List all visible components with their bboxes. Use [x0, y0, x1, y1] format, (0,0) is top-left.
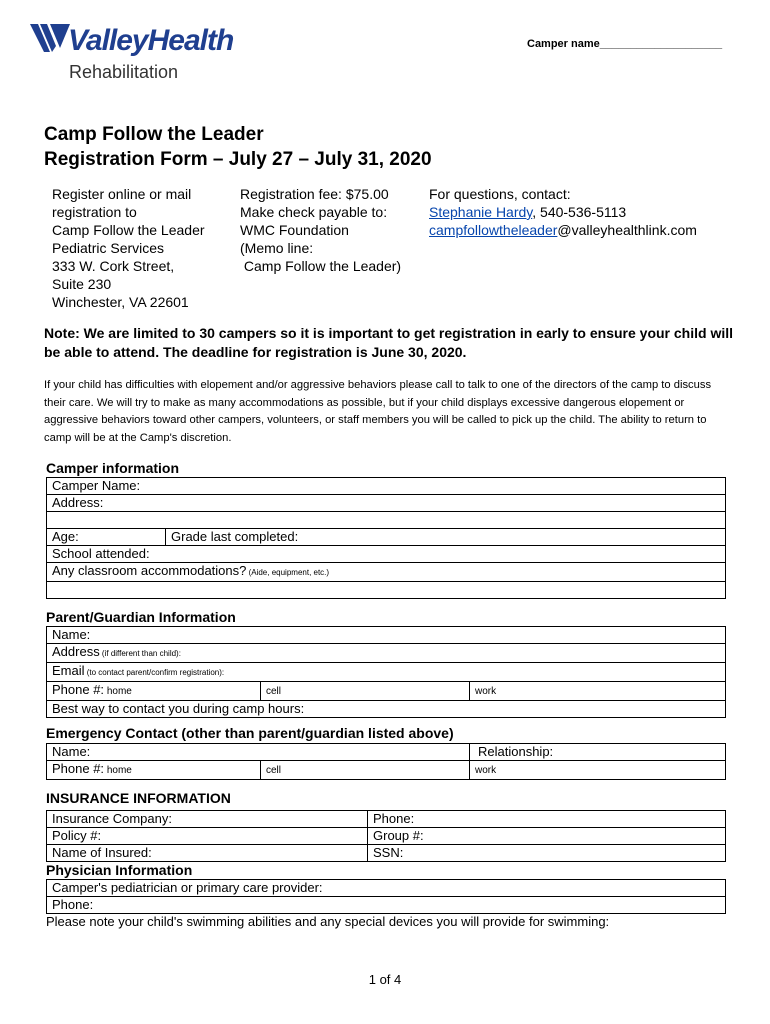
insurance-heading: INSURANCE INFORMATION: [46, 790, 231, 806]
logo-subtitle: Rehabilitation: [69, 62, 179, 82]
group-field[interactable]: Group #:: [368, 828, 726, 845]
ssn-field[interactable]: SSN:: [368, 845, 726, 862]
relationship-field[interactable]: Relationship:: [470, 744, 726, 761]
emergency-phone-label: Phone #:: [52, 761, 105, 776]
parent-work-phone-field[interactable]: [470, 682, 726, 701]
emergency-table: [46, 743, 726, 780]
parent-name-field[interactable]: Name:: [47, 627, 726, 644]
contact-phone: , 540-536-5113: [532, 204, 627, 220]
emergency-work-label: work: [475, 765, 497, 776]
emergency-work-phone-field[interactable]: [470, 761, 726, 780]
logo-name: ValleyHealth: [68, 24, 234, 57]
behavior-paragraph: If your child has difficulties with elopement and/or aggressive behaviors please call to talk to one of the directors of the camp to discuss their care. We will try to make as many accommodations as possible, but if your child displays excessive dangerous elopement or aggressive behaviors toward other campers, volunteers, or staff members you will be called to pick up the child. The ability to return to camp will be at the Camp's discretion.: [44, 379, 712, 444]
fee-line: Make check payable to:: [240, 204, 388, 220]
parent-info-table: [46, 626, 726, 718]
emergency-heading: Emergency Contact (other than parent/guardian listed above): [46, 725, 454, 741]
emergency-home-label: home: [104, 765, 132, 776]
page-number: 1 of 4: [368, 972, 402, 987]
mail-line: Register online or mail: [52, 186, 192, 202]
parent-cell-phone-field[interactable]: [261, 682, 470, 701]
parent-address-field[interactable]: [47, 644, 726, 663]
emergency-home-phone-field[interactable]: [47, 761, 261, 780]
valley-health-logo-icon: [30, 22, 72, 54]
address-field[interactable]: Address:: [47, 495, 726, 512]
emergency-cell-label: cell: [266, 765, 282, 776]
parent-email-label: Email: [52, 663, 85, 678]
camper-info-heading: Camper information: [46, 460, 180, 476]
mail-line: Pediatric Services: [52, 240, 165, 256]
accommodations-note: (Aide, equipment, etc.): [246, 568, 330, 577]
address-line-2-field[interactable]: [47, 512, 726, 529]
mail-line: Suite 230: [52, 276, 112, 292]
contact-column: [429, 185, 697, 239]
mail-line: Winchester, VA 22601: [52, 294, 189, 310]
fee-line: (Memo line:: [240, 240, 314, 256]
parent-email-note: (to contact parent/confirm registration):: [84, 668, 225, 677]
mail-line: registration to: [52, 204, 137, 220]
parent-address-note: (if different than child):: [99, 649, 181, 658]
physician-heading: Physician Information: [46, 862, 193, 878]
form-title-line1: Camp Follow the Leader: [44, 124, 264, 145]
fee-line: Registration fee: $75.00: [240, 186, 389, 202]
parent-address-label: Address: [52, 644, 100, 659]
parent-email-field[interactable]: [47, 663, 726, 682]
age-field[interactable]: Age:: [47, 529, 166, 546]
mail-line: 333 W. Cork Street,: [52, 258, 175, 274]
accommodations-label: Any classroom accommodations?: [52, 563, 247, 578]
camper-info-table: [46, 477, 726, 599]
parent-cell-label: cell: [266, 686, 282, 697]
grade-field[interactable]: Grade last completed:: [166, 529, 726, 546]
fee-line: WMC Foundation: [240, 222, 349, 238]
contact-email-link[interactable]: campfollowtheleader: [429, 222, 558, 238]
physician-table: [46, 879, 726, 914]
registration-note: Note: We are limited to 30 campers so it is important to get registration in early to ensure your child will be able to attend. The deadline for registration is June 30, 2020.: [44, 325, 734, 360]
insurance-company-field[interactable]: Insurance Company:: [47, 811, 368, 828]
insured-name-field[interactable]: Name of Insured:: [47, 845, 368, 862]
contact-heading: For questions, contact:: [429, 186, 571, 202]
fee-line: Camp Follow the Leader): [240, 258, 402, 274]
camper-name-field[interactable]: Camper Name:: [47, 478, 726, 495]
best-contact-field[interactable]: Best way to contact you during camp hours:: [47, 701, 726, 718]
accommodations-field[interactable]: [47, 563, 726, 582]
emergency-name-field[interactable]: Name:: [47, 744, 470, 761]
insurance-phone-field[interactable]: Phone:: [368, 811, 726, 828]
emergency-cell-phone-field[interactable]: [261, 761, 470, 780]
swimming-note: Please note your child's swimming abilities and any special devices you will provide for swimming:: [46, 914, 610, 929]
parent-home-phone-field[interactable]: [47, 682, 261, 701]
fee-column: [240, 185, 401, 275]
parent-info-heading: Parent/Guardian Information: [46, 609, 236, 625]
physician-phone-field[interactable]: Phone:: [47, 897, 726, 914]
parent-work-label: work: [475, 686, 497, 697]
contact-email-domain: @valleyhealthlink.com: [557, 222, 697, 238]
mail-line: Camp Follow the Leader: [52, 222, 205, 238]
parent-phone-label: Phone #:: [52, 682, 105, 697]
policy-field[interactable]: Policy #:: [47, 828, 368, 845]
mail-column: [52, 185, 205, 311]
school-field[interactable]: School attended:: [47, 546, 726, 563]
insurance-table: [46, 810, 726, 862]
form-title-line2: Registration Form – July 27 – July 31, 2020: [44, 149, 432, 170]
contact-name-link[interactable]: Stephanie Hardy: [429, 204, 533, 220]
provider-field[interactable]: Camper's pediatrician or primary care provider:: [47, 880, 726, 897]
parent-home-label: home: [104, 686, 132, 697]
camper-name-field[interactable]: Camper name____________________: [527, 38, 723, 50]
accommodations-line-2-field[interactable]: [47, 582, 726, 599]
